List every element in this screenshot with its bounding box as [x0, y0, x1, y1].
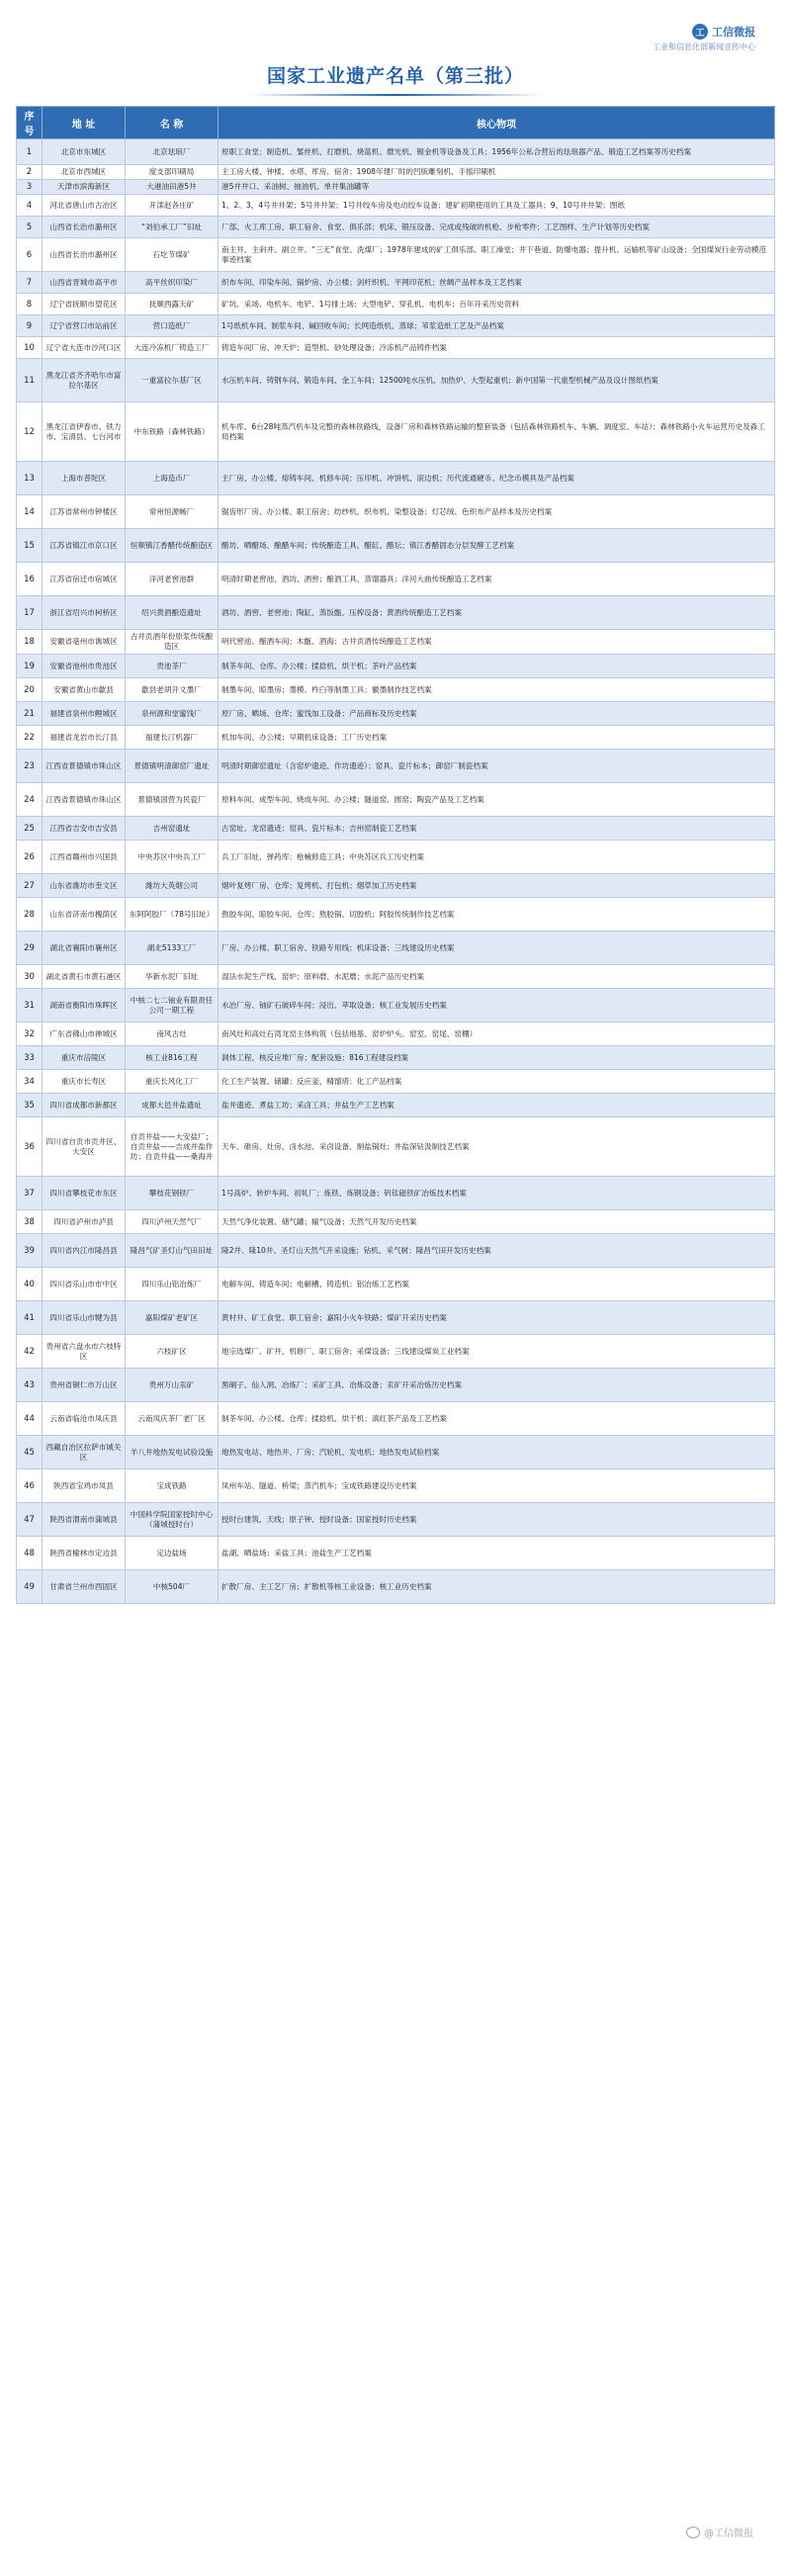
row-number: 48	[17, 1537, 43, 1570]
table-row	[17, 165, 775, 180]
row-name: 中核504厂	[126, 1570, 219, 1604]
row-core-items: 南主井、主斜井、副立井、“三无”食堂、洗煤厂；1978年建成的矿工俱乐部、职工澡堂；井下巷道、防爆电器；提升机、运输机等矿山设备；全国煤炭行业劳动模范事迹档案	[219, 238, 775, 272]
row-core-items: 授时台建筑、天线；原子钟、授时设备；国家授时历史档案	[219, 1503, 775, 1537]
row-name: 上海造币厂	[126, 462, 219, 495]
row-core-items: 古窑址、龙窑遗迹；窑具、瓷片标本；吉州窑制瓷工艺档案	[219, 817, 775, 841]
row-address: 北京市西城区	[43, 165, 126, 180]
row-core-items: 化工生产装置、储罐；反应釜、精馏塔；化工产品档案	[219, 1070, 775, 1094]
table-row	[17, 965, 775, 989]
table-row	[17, 195, 775, 217]
row-number: 13	[17, 462, 43, 495]
row-address: 四川省攀枝花市东区	[43, 1177, 126, 1210]
row-address: 陕西省宝鸡市凤县	[43, 1469, 126, 1503]
row-address: 云南省临沧市凤庆县	[43, 1402, 126, 1436]
table-row	[17, 989, 775, 1022]
brand-subtitle: 工业和信息化部新闻宣传中心	[653, 43, 755, 51]
row-number: 31	[17, 989, 43, 1022]
table-row	[17, 294, 775, 315]
row-number: 30	[17, 965, 43, 989]
row-address: 江苏省镇江市京口区	[43, 529, 126, 563]
row-address: 江西省景德镇市珠山区	[43, 750, 126, 783]
row-address: 四川省乐山市市中区	[43, 1268, 126, 1301]
table-row	[17, 402, 775, 462]
row-address: 安徽省黄山市歙县	[43, 678, 126, 702]
row-number: 18	[17, 630, 43, 655]
row-name: 石圪节煤矿	[126, 238, 219, 272]
row-core-items: 水冶厂房、铀矿石破碎车间；浸出、萃取设备；核工业发展历史档案	[219, 989, 775, 1022]
row-core-items: 锯齿形厂房、办公楼、职工宿舍；纺纱机、织布机、染整设备；灯芯绒、色织布产品样本及历史档案	[219, 495, 775, 529]
row-core-items: 1号高炉、转炉车间、初轧厂；炼铁、炼钢设备；钒钛磁铁矿冶炼技术档案	[219, 1177, 775, 1210]
row-core-items: 铸造车间厂房、冲天炉；造型机、砂处理设备；冷冻机产品铸件档案	[219, 337, 775, 359]
table-row	[17, 1234, 775, 1268]
row-name: 一重富拉尔基厂区	[126, 359, 219, 402]
row-core-items: 明清时期御窑遗址（含窑炉遗迹、作坊遗迹）；窑具、瓷片标本；御窑厂制瓷档案	[219, 750, 775, 783]
row-name: 贵州万山汞矿	[126, 1369, 219, 1402]
row-number: 27	[17, 874, 43, 898]
footer-watermark-text: @工信微报	[704, 2529, 753, 2539]
table-row	[17, 1022, 775, 1046]
row-name: 自贡井盐——大安盐厂；自贡井盐——吉成井盐作坊；自贡井盐——桑海井	[126, 1117, 219, 1177]
table-row	[17, 1369, 775, 1402]
row-address: 四川省泸州市泸县	[43, 1210, 126, 1234]
row-name: 南风古灶	[126, 1022, 219, 1046]
row-address: 四川省自贡市贡井区、大安区	[43, 1117, 126, 1177]
table-row	[17, 1070, 775, 1094]
row-name: “刘伯承工厂”旧址	[126, 217, 219, 238]
row-name: 华新水泥厂旧址	[126, 965, 219, 989]
row-name: 攀枝花钢铁厂	[126, 1177, 219, 1210]
row-number: 23	[17, 750, 43, 783]
row-address: 重庆市长寿区	[43, 1070, 126, 1094]
row-number: 11	[17, 359, 43, 402]
row-address: 重庆市涪陵区	[43, 1046, 126, 1070]
row-name: 云南凤庆茶厂老厂区	[126, 1402, 219, 1436]
table-row	[17, 1537, 775, 1570]
row-name: 嘉阳煤矿老矿区	[126, 1301, 219, 1335]
row-core-items: 酒坊、酒窖、老窖池；陶缸、蒸饭甑、压榨设备；黄酒传统酿造工艺档案	[219, 596, 775, 630]
row-number: 9	[17, 315, 43, 337]
table-row	[17, 337, 775, 359]
row-core-items: 隆2井、隆10井、圣灯山天然气开采设施；钻机、采气树；隆昌气田开发历史档案	[219, 1234, 775, 1268]
row-number: 47	[17, 1503, 43, 1537]
table-row	[17, 1210, 775, 1234]
row-address: 黑龙江省伊春市、铁力市、宝清县、七台河市	[43, 402, 126, 462]
brand-logo	[653, 24, 755, 40]
row-number: 49	[17, 1570, 43, 1604]
row-name: 大连冷冻机厂铸造工厂	[126, 337, 219, 359]
row-number: 2	[17, 165, 43, 180]
row-name: 湖北5133工厂	[126, 932, 219, 965]
row-number: 10	[17, 337, 43, 359]
row-name: 隆昌气矿圣灯山气田旧址	[126, 1234, 219, 1268]
row-name: 四川乐山铝冶炼厂	[126, 1268, 219, 1301]
row-core-items: 洞体工程、核反应堆厂房；配套设施；816工程建设档案	[219, 1046, 775, 1070]
document-page	[16, 18, 775, 2549]
table-row	[17, 630, 775, 655]
column-header-number: 序 号	[17, 107, 43, 139]
row-core-items: 凤州车站、隧道、桥梁；蒸汽机车；宝成铁路建设历史档案	[219, 1469, 775, 1503]
table-row	[17, 1301, 775, 1335]
row-number: 41	[17, 1301, 43, 1335]
row-name: 定边盐场	[126, 1537, 219, 1570]
row-address: 浙江省绍兴市柯桥区	[43, 596, 126, 630]
row-name: 洋河老窖池群	[126, 563, 219, 596]
row-address: 湖北省襄阳市襄州区	[43, 932, 126, 965]
row-number: 25	[17, 817, 43, 841]
row-name: 中央苏区中央兵工厂	[126, 841, 219, 874]
row-address: 甘肃省兰州市西固区	[43, 1570, 126, 1604]
column-header-address: 地 址	[43, 107, 126, 139]
table-row	[17, 139, 775, 165]
row-address: 江西省赣州市兴国县	[43, 841, 126, 874]
row-address: 福建省龙岩市长汀县	[43, 726, 126, 750]
row-core-items: 原料车间、成型车间、烧成车间、办公楼；隧道窑、圆窑；陶瓷产品及工艺档案	[219, 783, 775, 817]
table-row	[17, 1094, 775, 1117]
brand-logo-icon: 工	[692, 24, 708, 40]
row-name: 大港油田港5井	[126, 180, 219, 195]
table-row	[17, 495, 775, 529]
table-row	[17, 1177, 775, 1210]
table-row	[17, 1335, 775, 1369]
row-number: 20	[17, 678, 43, 702]
row-name: 常州恒源畅厂	[126, 495, 219, 529]
row-address: 陕西省渭南市蒲城县	[43, 1503, 126, 1537]
row-number: 15	[17, 529, 43, 563]
row-number: 46	[17, 1469, 43, 1503]
row-name: 宝成铁路	[126, 1469, 219, 1503]
row-name: 中核二七二铀业有限责任公司一期工程	[126, 989, 219, 1022]
row-number: 17	[17, 596, 43, 630]
table-row	[17, 1436, 775, 1469]
table-row	[17, 238, 775, 272]
row-number: 14	[17, 495, 43, 529]
row-core-items: 主工房大楼、钟楼、水塔、库房、宿舍；1908年建厂时的凹版雕刻机、手摇印刷机	[219, 165, 775, 180]
table-row	[17, 1570, 775, 1604]
row-core-items: 扩散厂房、主工艺厂房；扩散机等核工业设备；核工业历史档案	[219, 1570, 775, 1604]
table-row	[17, 180, 775, 195]
row-name: 核工业816工程	[126, 1046, 219, 1070]
row-number: 39	[17, 1234, 43, 1268]
table-row	[17, 898, 775, 932]
table-row	[17, 596, 775, 630]
row-name: 景德镇明清御窑厂遗址	[126, 750, 219, 783]
row-core-items: 制墨车间、晾墨房；墨模、杵臼等制墨工具；徽墨制作技艺档案	[219, 678, 775, 702]
row-address: 四川省内江市隆昌县	[43, 1234, 126, 1268]
row-address: 辽宁省抚顺市望花区	[43, 294, 126, 315]
row-number: 34	[17, 1070, 43, 1094]
table-row	[17, 841, 775, 874]
row-number: 37	[17, 1177, 43, 1210]
row-address: 贵州省六盘水市六枝特区	[43, 1335, 126, 1369]
row-address: 安徽省亳州市谯城区	[43, 630, 126, 655]
row-number: 29	[17, 932, 43, 965]
row-number: 44	[17, 1402, 43, 1436]
row-name: 潍坊大英烟公司	[126, 874, 219, 898]
row-core-items: 港5井井口、采油树、抽油机、单井集油罐等	[219, 180, 775, 195]
row-name: 羊八井地热发电试验设施	[126, 1436, 219, 1469]
table-row	[17, 563, 775, 596]
row-address: 山东省济南市槐荫区	[43, 898, 126, 932]
row-name: 开滦赵各庄矿	[126, 195, 219, 217]
row-name: 东阿阿胶厂（78号旧址）	[126, 898, 219, 932]
row-address: 天津市滨海新区	[43, 180, 126, 195]
row-address: 北京市东城区	[43, 139, 126, 165]
row-name: 抚顺西露天矿	[126, 294, 219, 315]
brand-name: 工信微报	[712, 26, 755, 39]
row-core-items: 水压机车间、铸钢车间、锻造车间、金工车间；12500吨水压机、加热炉、大型起重机；新中国第一代重型机械产品及设计图纸档案	[219, 359, 775, 402]
table-row	[17, 750, 775, 783]
row-number: 4	[17, 195, 43, 217]
row-name: 古井贡酒年份原浆传统酿造区	[126, 630, 219, 655]
row-name: 贵池茶厂	[126, 655, 219, 678]
row-name: 中国科学院国家授时中心（蒲城授时台）	[126, 1503, 219, 1537]
row-name: 六枝矿区	[126, 1335, 219, 1369]
table-row	[17, 462, 775, 495]
row-core-items: 盐井遗迹、煮盐工坊；采卤工具；井盐生产工艺档案	[219, 1094, 775, 1117]
row-core-items: 熬胶车间、晾胶车间、仓库；熬胶锅、切胶机；阿胶传统制作技艺档案	[219, 898, 775, 932]
row-core-items: 黄村井、矿工食堂、职工宿舍；嘉阳小火车铁路；煤矿开采历史档案	[219, 1301, 775, 1335]
row-number: 21	[17, 702, 43, 726]
row-core-items: 醋坊、晒醋场、酿醋车间；传统酿造工具、醋缸、醋坛；镇江香醋固态分层发酵工艺档案	[219, 529, 775, 563]
table-header-row	[17, 107, 775, 139]
row-name: 成都大邑井盐遗址	[126, 1094, 219, 1117]
row-address: 上海市普陀区	[43, 462, 126, 495]
row-address: 福建省泉州市鲤城区	[43, 702, 126, 726]
row-number: 24	[17, 783, 43, 817]
row-number: 6	[17, 238, 43, 272]
row-number: 42	[17, 1335, 43, 1369]
table-row	[17, 783, 775, 817]
row-core-items: 机车库、6台28吨蒸汽机车及完整的森林铁路线，设备厂房和森林铁路运输的整套装备（包括森林铁路机车、车辆、调度室、车站）；森林铁路小火车运营历史及森工局档案	[219, 402, 775, 462]
column-header-name: 名 称	[126, 107, 219, 139]
brand-header	[653, 24, 755, 52]
row-core-items: 原职工食堂；制造机、錾丝机、打磨机、烧蓝机、磨光机、镀金机等设备及工具；1956年公私合营后的珐琅器产品、锻造工艺档案等历史档案	[219, 139, 775, 165]
row-core-items: 制茶车间、仓库、办公楼；揉捻机、烘干机；茶叶产品档案	[219, 655, 775, 678]
row-core-items: 湿法水泥生产线、窑炉；原料磨、水泥磨；水泥产品历史档案	[219, 965, 775, 989]
table-row	[17, 1268, 775, 1301]
table-row	[17, 529, 775, 563]
row-core-items: 南风灶和高灶石湾龙窑主体构筑（包括地基、窑炉炉头、窑室、窑尾、窑棚）	[219, 1022, 775, 1046]
row-number: 45	[17, 1436, 43, 1469]
row-core-items: 制茶车间、办公楼、仓库；揉捻机、烘干机；滇红茶产品及工艺档案	[219, 1402, 775, 1436]
table-row	[17, 315, 775, 337]
row-number: 7	[17, 272, 43, 294]
row-core-items: 黑硐子、仙人洞、冶炼厂；采矿工具、冶炼设备；汞矿开采冶炼历史档案	[219, 1369, 775, 1402]
row-core-items: 地宗选煤厂、矿井、机修厂、职工宿舍；采煤设备；三线建设煤炭工业档案	[219, 1335, 775, 1369]
row-name: 景德镇国营为民瓷厂	[126, 783, 219, 817]
row-name: 重庆长风化工厂	[126, 1070, 219, 1094]
row-address: 湖南省衡阳市珠晖区	[43, 989, 126, 1022]
row-number: 35	[17, 1094, 43, 1117]
row-name: 歙县老胡开文墨厂	[126, 678, 219, 702]
table-row	[17, 655, 775, 678]
row-core-items: 天然气净化装置、储气罐；输气设备；天然气开发历史档案	[219, 1210, 775, 1234]
row-number: 28	[17, 898, 43, 932]
row-address: 江西省吉安市吉安县	[43, 817, 126, 841]
row-name: 吉州窑遗址	[126, 817, 219, 841]
row-core-items: 地热发电站、地热井、厂房；汽轮机、发电机；地热发电试验档案	[219, 1436, 775, 1469]
row-number: 3	[17, 180, 43, 195]
table-body	[17, 139, 775, 1604]
row-number: 43	[17, 1369, 43, 1402]
row-address: 山东省潍坊市奎文区	[43, 874, 126, 898]
row-core-items: 机加车间、办公楼；早期机床设备；工厂历史档案	[219, 726, 775, 750]
row-number: 26	[17, 841, 43, 874]
row-core-items: 明清时期老窖池、酒坊、酒窖；酿酒工具、蒸馏器具；洋河大曲传统酿造工艺档案	[219, 563, 775, 596]
row-address: 山西省长治市潞州区	[43, 217, 126, 238]
table-row	[17, 1117, 775, 1177]
weibo-icon	[686, 2527, 700, 2538]
row-address: 四川省乐山市犍为县	[43, 1301, 126, 1335]
row-number: 8	[17, 294, 43, 315]
row-core-items: 1号纸机车间、制浆车间、碱回收车间；长网造纸机、蒸球；苇浆造纸工艺及产品档案	[219, 315, 775, 337]
heritage-table	[16, 106, 775, 1604]
row-number: 1	[17, 139, 43, 165]
row-core-items: 盐湖、晒盐场；采盐工具；池盐生产工艺档案	[219, 1537, 775, 1570]
row-address: 江西省景德镇市珠山区	[43, 783, 126, 817]
row-core-items: 原厂房、晒场、仓库；蜜饯加工设备；产品商标及历史档案	[219, 702, 775, 726]
row-name: 四川泸州天然气厂	[126, 1210, 219, 1234]
row-number: 32	[17, 1022, 43, 1046]
row-name: 北京珐琅厂	[126, 139, 219, 165]
row-core-items: 矿坑、采场、电机车、电铲、1号排土场；大型电铲、穿孔机、电机车；百年开采历史资料	[219, 294, 775, 315]
table-row	[17, 1469, 775, 1503]
table-row	[17, 702, 775, 726]
row-address: 河北省唐山市古冶区	[43, 195, 126, 217]
row-core-items: 天车、碓房、灶房、卤水池、采卤设备、制盐锅灶；井盐深钻汲制技艺档案	[219, 1117, 775, 1177]
table-row	[17, 874, 775, 898]
row-name: 中东铁路（森林铁路）	[126, 402, 219, 462]
row-number: 22	[17, 726, 43, 750]
row-name: 福建长汀机器厂	[126, 726, 219, 750]
row-core-items: 厂部、火工库工房、职工宿舍、食堂、俱乐部；机床、锻压设备、完成或残破的机枪、步枪零件；工艺图样、生产计划等历史档案	[219, 217, 775, 238]
row-number: 5	[17, 217, 43, 238]
row-address: 黑龙江省齐齐哈尔市富拉尔基区	[43, 359, 126, 402]
table-row	[17, 359, 775, 402]
row-address: 山西省晋城市高平市	[43, 272, 126, 294]
row-name: 高平丝织印染厂	[126, 272, 219, 294]
table-row	[17, 678, 775, 702]
row-number: 16	[17, 563, 43, 596]
row-number: 33	[17, 1046, 43, 1070]
row-address: 江苏省宿迁市宿城区	[43, 563, 126, 596]
row-number: 12	[17, 402, 43, 462]
row-core-items: 兵工厂旧址、弹药库；枪械修造工具；中央苏区兵工历史档案	[219, 841, 775, 874]
row-address: 江苏省常州市钟楼区	[43, 495, 126, 529]
row-address: 辽宁省大连市沙河口区	[43, 337, 126, 359]
row-address: 安徽省池州市贵池区	[43, 655, 126, 678]
row-core-items: 厂房、办公楼、职工宿舍、铁路专用线；机床设备；三线建设历史档案	[219, 932, 775, 965]
row-core-items: 明代窖池、酿酒车间；木甑、酒海；古井贡酒传统酿造工艺档案	[219, 630, 775, 655]
row-address: 陕西省榆林市定边县	[43, 1537, 126, 1570]
title-underline	[247, 94, 544, 96]
row-name: 度支部印刷局	[126, 165, 219, 180]
row-core-items: 电解车间、铸造车间；电解槽、铸造机；铝冶炼工艺档案	[219, 1268, 775, 1301]
row-name: 绍兴黄酒酿造遗址	[126, 596, 219, 630]
table-row	[17, 726, 775, 750]
row-address: 广东省佛山市禅城区	[43, 1022, 126, 1046]
row-core-items: 主厂房、办公楼、熔铸车间、机修车间；压印机、冲饼机、滚边机；历代流通硬币、纪念币模具及产品档案	[219, 462, 775, 495]
row-address: 辽宁省营口市站前区	[43, 315, 126, 337]
table-row	[17, 1503, 775, 1537]
table-row	[17, 1402, 775, 1436]
row-number: 40	[17, 1268, 43, 1301]
row-number: 36	[17, 1117, 43, 1177]
footer-watermark	[686, 2525, 753, 2539]
row-name: 泉州源和堂蜜饯厂	[126, 702, 219, 726]
row-address: 湖北省黄石市黄石港区	[43, 965, 126, 989]
row-address: 贵州省铜仁市万山区	[43, 1369, 126, 1402]
page-title: 国家工业遗产名单（第三批）	[266, 65, 524, 87]
table-row	[17, 932, 775, 965]
table-row	[17, 272, 775, 294]
table-row	[17, 1046, 775, 1070]
row-core-items: 烟叶复烤厂房、仓库；复烤机、打包机；烟草加工历史档案	[219, 874, 775, 898]
table-row	[17, 217, 775, 238]
row-number: 19	[17, 655, 43, 678]
row-name: 恒顺镇江香醋传统酿造区	[126, 529, 219, 563]
row-address: 四川省成都市新都区	[43, 1094, 126, 1117]
column-header-core-items: 核心物项	[219, 107, 775, 139]
row-core-items: 织布车间、印染车间、锅炉房、办公楼；剑杆织机、平网印花机；丝绸产品样本及工艺档案	[219, 272, 775, 294]
row-address: 西藏自治区拉萨市城关区	[43, 1436, 126, 1469]
row-core-items: 1、2、3、4号井井架；5号井井架；1号井绞车房及电动绞车设备；建矿初期使用的工具及工器具；9、10号井井架；图纸	[219, 195, 775, 217]
row-address: 山西省长治市潞州区	[43, 238, 126, 272]
row-number: 38	[17, 1210, 43, 1234]
table-row	[17, 817, 775, 841]
row-name: 营口造纸厂	[126, 315, 219, 337]
